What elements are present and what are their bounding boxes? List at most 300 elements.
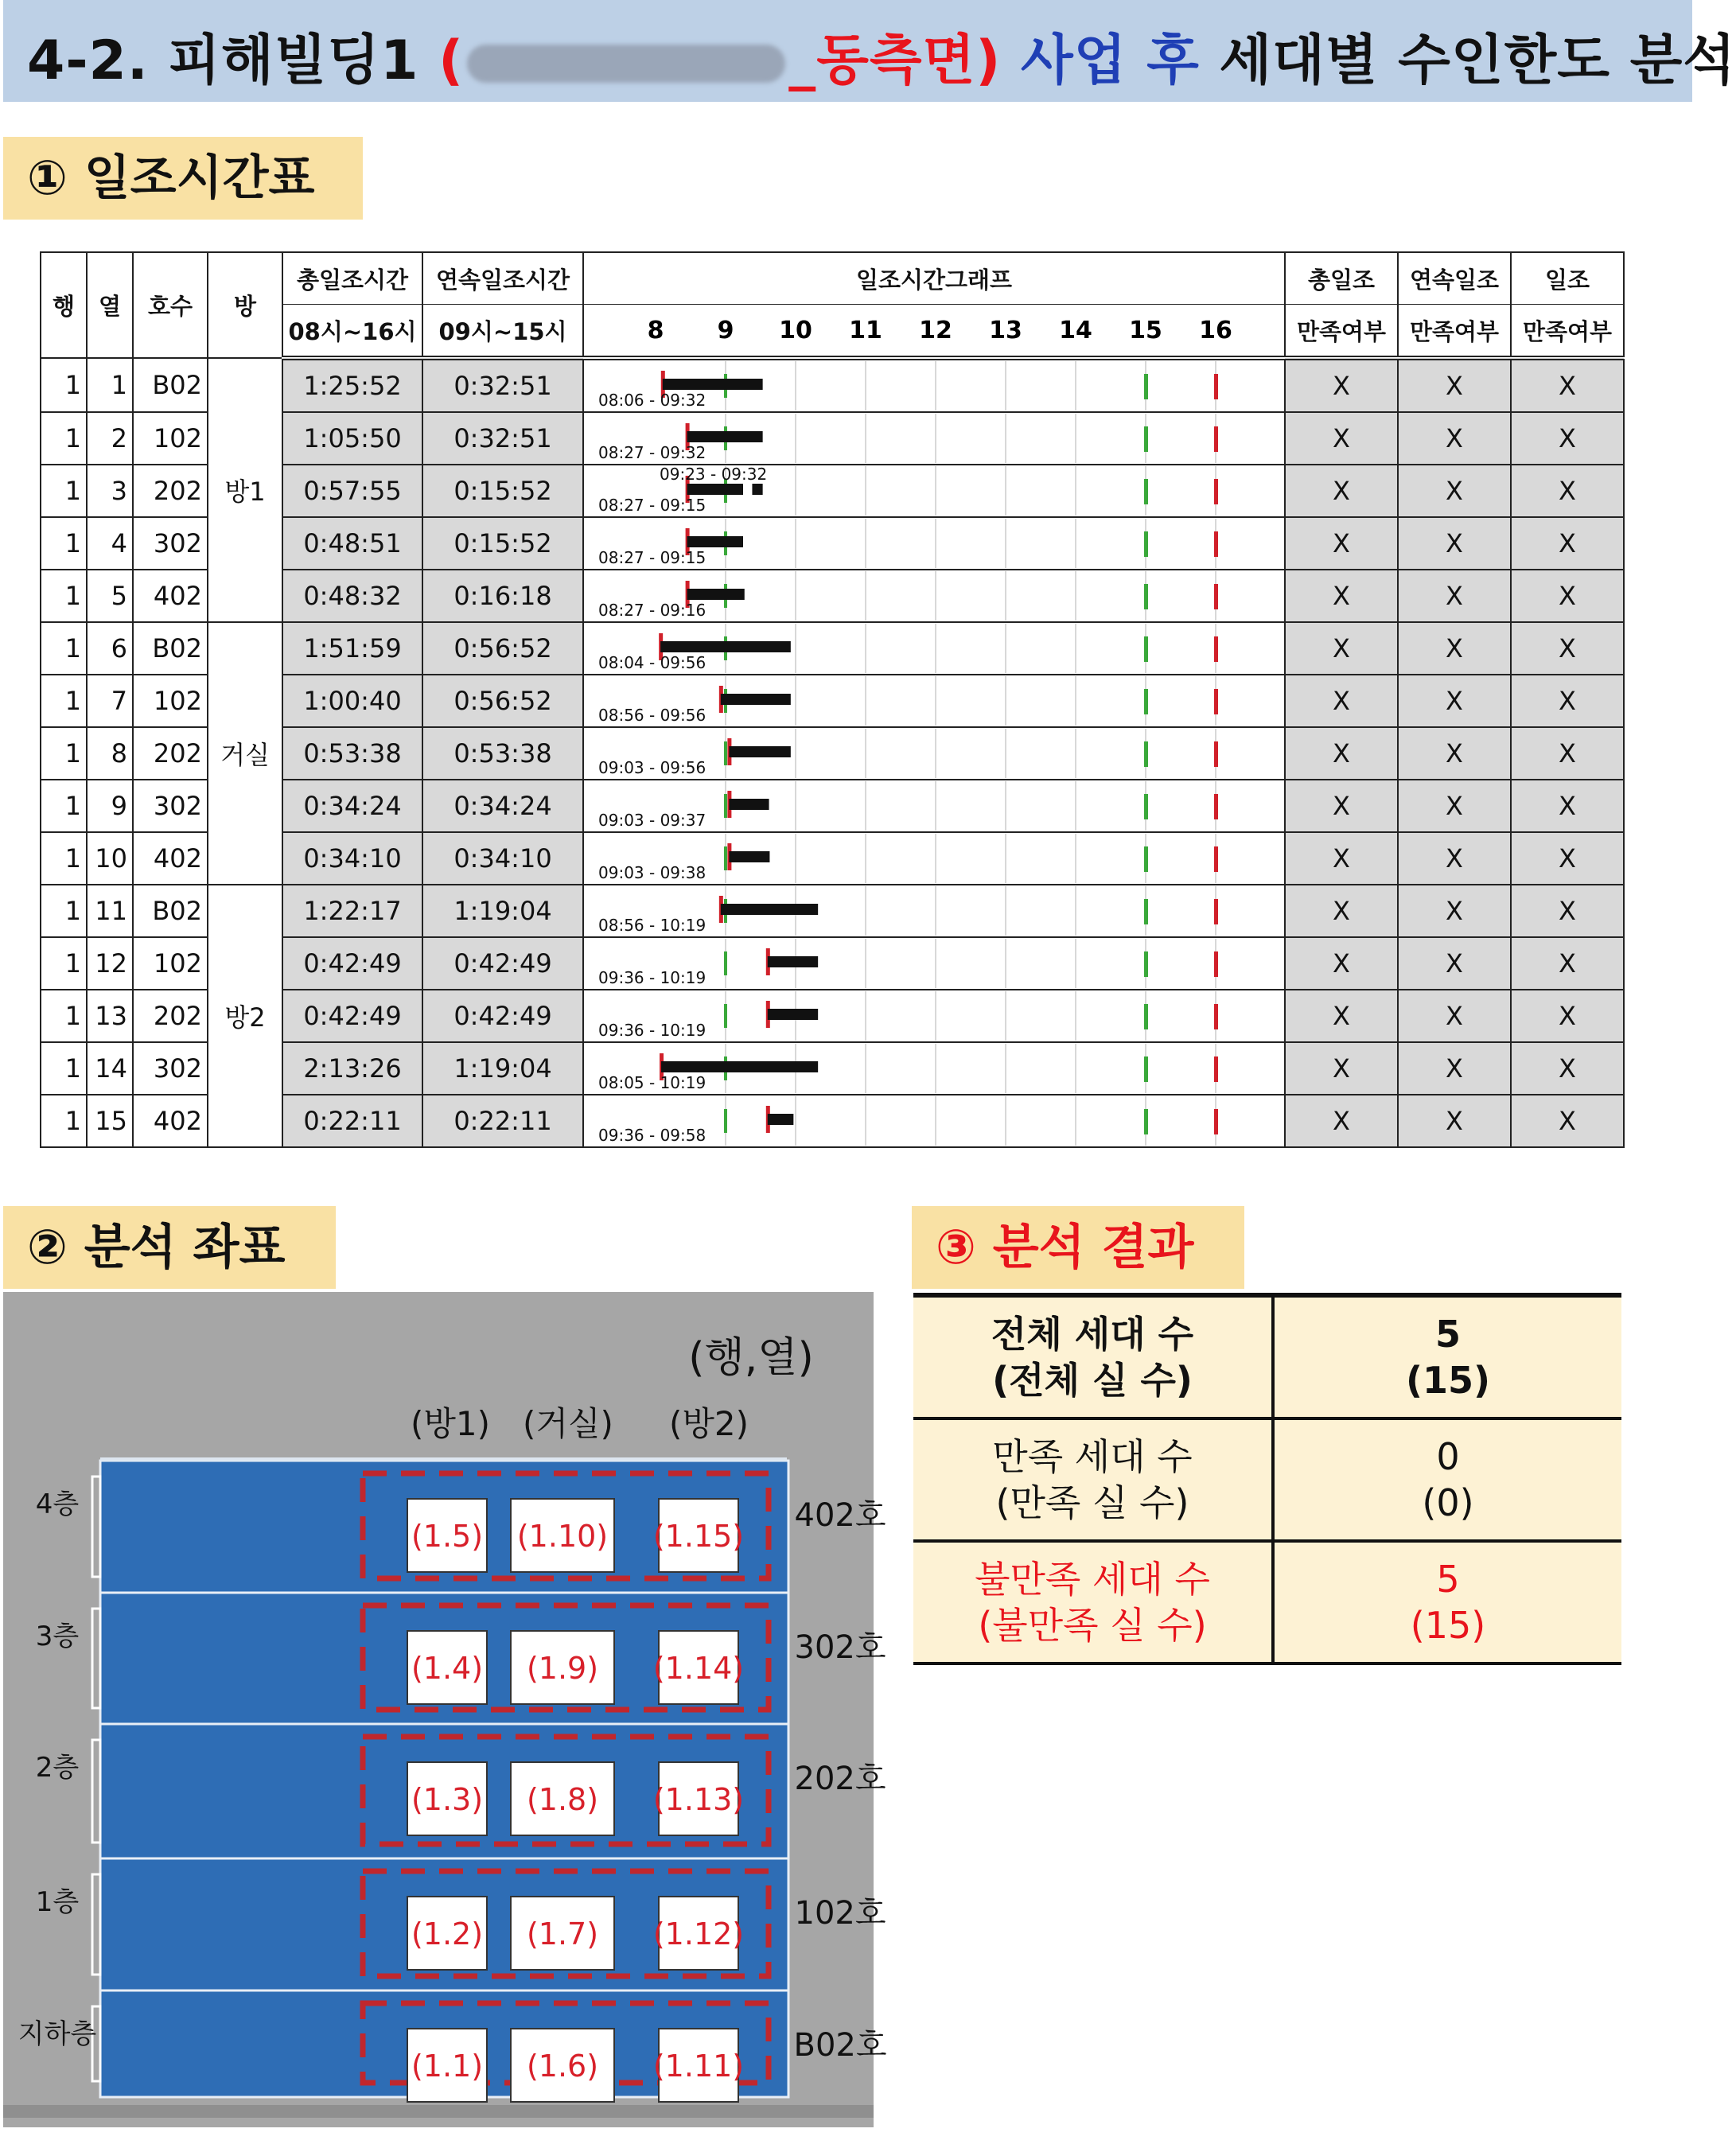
- table-row: [41, 358, 1624, 412]
- cell-unit: 402: [133, 1095, 208, 1147]
- sun-graph: [584, 886, 1284, 936]
- cell-sat: X: [1511, 990, 1624, 1042]
- cell-sat: X: [1511, 1042, 1624, 1095]
- cell-graph: [583, 412, 1285, 465]
- sunlight-table: [40, 251, 1625, 1148]
- cell-unit: 102: [133, 412, 208, 465]
- cell-cont: 0:22:11: [422, 1095, 583, 1147]
- column-label: (방1): [410, 1404, 491, 1443]
- th-sat: 일조: [1511, 252, 1624, 305]
- th-sat-total: 총일조: [1285, 252, 1398, 305]
- cell-sat: X: [1398, 412, 1511, 465]
- limit-16-marker: [1214, 1004, 1218, 1029]
- sun-bar: [687, 484, 743, 495]
- cell-unit: 302: [133, 517, 208, 570]
- interval-label: 08:56 - 10:19: [598, 916, 706, 935]
- cell-col: 5: [87, 570, 133, 622]
- wall-bracket: [92, 1874, 100, 1975]
- cell-cont: 1:19:04: [422, 885, 583, 937]
- coord-cell-label: (1.9): [526, 1651, 599, 1686]
- cell-sat: X: [1285, 517, 1398, 570]
- result-row-satisfied: [913, 1418, 1621, 1541]
- hour-tick-label: 14: [1059, 317, 1092, 344]
- interval-label: 09:36 - 10:19: [598, 1021, 706, 1040]
- cell-sat: X: [1398, 727, 1511, 780]
- result-value-1: 0: [1436, 1435, 1460, 1478]
- result-label-1: 전체 세대 수: [991, 1313, 1194, 1356]
- cell-sat: X: [1511, 885, 1624, 937]
- unit-label: 302호: [794, 1629, 886, 1666]
- limit-15-marker: [1144, 951, 1148, 977]
- limit-15-marker: [1144, 689, 1148, 714]
- sun-graph: [584, 466, 1284, 516]
- cell-sat: X: [1285, 570, 1398, 622]
- result-label-1: 만족 세대 수: [992, 1435, 1193, 1478]
- nine-marker: [724, 1109, 727, 1133]
- cell-cont: 0:53:38: [422, 727, 583, 780]
- cell-unit: 202: [133, 727, 208, 780]
- cell-col: 10: [87, 832, 133, 885]
- hour-tick-label: 11: [849, 317, 882, 344]
- cell-total: 0:48:32: [282, 570, 422, 622]
- cell-sat: X: [1285, 675, 1398, 727]
- cell-col: 1: [87, 358, 133, 412]
- cell-row: 1: [41, 885, 87, 937]
- interval-label: 09:36 - 10:19: [598, 968, 706, 987]
- cell-unit: 402: [133, 570, 208, 622]
- interval-label: 08:04 - 09:56: [598, 653, 706, 672]
- sun-graph: [584, 676, 1284, 726]
- cell-sat: X: [1285, 727, 1398, 780]
- sun-graph: [584, 1096, 1284, 1146]
- title-paren-open: (: [438, 29, 465, 92]
- coord-cell-label: (1.8): [526, 1782, 599, 1817]
- sun-bar: [721, 904, 818, 915]
- interval-label: 09:03 - 09:56: [598, 758, 706, 777]
- cell-total: 1:25:52: [282, 358, 422, 412]
- limit-15-marker: [1144, 531, 1148, 557]
- cell-graph: [583, 675, 1285, 727]
- cell-row: 1: [41, 675, 87, 727]
- cell-sat: X: [1398, 780, 1511, 832]
- cell-sat: X: [1285, 1095, 1398, 1147]
- coord-cell-label: (1.2): [411, 1916, 484, 1951]
- sun-bar: [768, 1009, 818, 1020]
- limit-15-marker: [1144, 1056, 1148, 1082]
- coord-cell-label: (1.11): [652, 2049, 745, 2084]
- nine-marker: [724, 741, 727, 765]
- limit-15-marker: [1144, 479, 1148, 504]
- cell-row: 1: [41, 1042, 87, 1095]
- cell-total: 0:53:38: [282, 727, 422, 780]
- cell-sat: X: [1398, 1095, 1511, 1147]
- cell-sat: X: [1285, 465, 1398, 517]
- coord-cell-label: (1.6): [526, 2049, 599, 2084]
- cell-graph: [583, 990, 1285, 1042]
- coord-cell-label: (1.10): [516, 1519, 609, 1554]
- hour-tick-label: 8: [647, 317, 664, 344]
- cell-total: 1:51:59: [282, 622, 422, 675]
- cell-row: 1: [41, 358, 87, 412]
- sun-bar: [768, 1114, 794, 1125]
- result-value-2: (15): [1405, 1359, 1491, 1402]
- cell-sat: X: [1398, 465, 1511, 517]
- building-diagram: [3, 1292, 887, 2127]
- sun-graph: [584, 991, 1284, 1041]
- limit-15-marker: [1144, 794, 1148, 819]
- result-value: [1273, 1418, 1621, 1541]
- cell-col: 7: [87, 675, 133, 727]
- sun-graph: [584, 624, 1284, 673]
- limit-16-marker: [1214, 951, 1218, 977]
- cell-sat: X: [1285, 358, 1398, 412]
- interval-label: 08:27 - 09:16: [598, 601, 706, 620]
- result-label: [913, 1541, 1273, 1664]
- hour-tick-label: 16: [1199, 317, 1232, 344]
- hour-tick-label: 9: [717, 317, 734, 344]
- cell-cont: 0:32:51: [422, 412, 583, 465]
- cell-sat: X: [1511, 358, 1624, 412]
- limit-15-marker: [1144, 374, 1148, 399]
- cell-cont: 1:19:04: [422, 1042, 583, 1095]
- limit-16-marker: [1214, 531, 1218, 557]
- cell-total: 1:05:50: [282, 412, 422, 465]
- cell-col: 11: [87, 885, 133, 937]
- cell-row: 1: [41, 727, 87, 780]
- cell-row: 1: [41, 412, 87, 465]
- result-row-total: [913, 1295, 1621, 1418]
- limit-15-marker: [1144, 741, 1148, 767]
- th-total-range: 08시~16시: [282, 305, 422, 359]
- cell-cont: 0:16:18: [422, 570, 583, 622]
- cell-sat: X: [1398, 622, 1511, 675]
- result-label-2: (불만족 실 수): [978, 1604, 1207, 1647]
- cell-row: 1: [41, 937, 87, 990]
- coord-cell-label: (1.15): [652, 1519, 745, 1554]
- th-cont: 연속일조시간: [422, 252, 583, 305]
- cell-sat: X: [1511, 1095, 1624, 1147]
- th-sat-2: 만족여부: [1511, 305, 1624, 359]
- cell-graph: [583, 832, 1285, 885]
- coord-cell-label: (1.14): [652, 1651, 745, 1686]
- unit-label: 102호: [794, 1895, 886, 1932]
- interval-label: 08:06 - 09:32: [598, 391, 706, 410]
- cell-room: 방2: [208, 885, 282, 1147]
- cell-row: 1: [41, 465, 87, 517]
- cell-cont: 0:15:52: [422, 517, 583, 570]
- floor-label: 2층: [35, 1752, 80, 1784]
- interval-label: 09:03 - 09:37: [598, 811, 706, 830]
- cell-sat: X: [1511, 937, 1624, 990]
- cell-col: 13: [87, 990, 133, 1042]
- limit-16-marker: [1214, 1056, 1218, 1082]
- nine-marker: [724, 1004, 727, 1028]
- sun-bar: [687, 536, 743, 547]
- coord-cell-label: (1.13): [652, 1782, 745, 1817]
- limit-15-marker: [1144, 1109, 1148, 1134]
- sun-graph: [584, 939, 1284, 988]
- interval-label: 08:27 - 09:15: [598, 548, 706, 567]
- interval-label: 08:27 - 09:32: [598, 443, 706, 462]
- interval-label: 09:03 - 09:38: [598, 863, 706, 882]
- cell-graph: [583, 358, 1285, 412]
- cell-sat: X: [1285, 937, 1398, 990]
- cell-sat: X: [1285, 1042, 1398, 1095]
- result-label: [913, 1295, 1273, 1418]
- cell-sat: X: [1398, 1042, 1511, 1095]
- cell-sat: X: [1398, 517, 1511, 570]
- limit-16-marker: [1214, 846, 1218, 872]
- hour-tick-label: 15: [1129, 317, 1162, 344]
- coord-cell-label: (1.1): [411, 2049, 484, 2084]
- limit-15-marker: [1144, 846, 1148, 872]
- cell-sat: X: [1285, 832, 1398, 885]
- cell-unit: 102: [133, 675, 208, 727]
- cell-unit: B02: [133, 885, 208, 937]
- wall-bracket: [92, 1609, 100, 1708]
- cell-sat: X: [1511, 727, 1624, 780]
- sun-bar: [687, 431, 763, 442]
- hour-tick-label: 13: [989, 317, 1022, 344]
- limit-15-marker: [1144, 1004, 1148, 1029]
- title-prefix: 4-2. 피해빌딩1: [27, 29, 439, 92]
- cell-graph: [583, 465, 1285, 517]
- cell-graph: [583, 1095, 1285, 1147]
- building-diagram-svg: [3, 1292, 887, 2127]
- th-sat-cont-2: 만족여부: [1398, 305, 1511, 359]
- cell-graph: [583, 937, 1285, 990]
- limit-16-marker: [1214, 741, 1218, 767]
- sun-graph: [584, 1044, 1284, 1093]
- cell-graph: [583, 1042, 1285, 1095]
- section-coords: ② 분석 좌표: [3, 1206, 336, 1289]
- cell-row: 1: [41, 780, 87, 832]
- page-title: [27, 18, 1736, 95]
- coord-cell-label: (1.12): [652, 1916, 745, 1951]
- sun-graph: [584, 834, 1284, 883]
- limit-16-marker: [1214, 1109, 1218, 1134]
- sun-graph: [584, 414, 1284, 463]
- limit-16-marker: [1214, 899, 1218, 924]
- cell-sat: X: [1398, 885, 1511, 937]
- cell-sat: X: [1511, 832, 1624, 885]
- coord-header: (행,열): [688, 1334, 814, 1382]
- cell-cont: 0:42:49: [422, 990, 583, 1042]
- cell-unit: B02: [133, 622, 208, 675]
- cell-col: 3: [87, 465, 133, 517]
- cell-unit: 302: [133, 1042, 208, 1095]
- sun-bar: [729, 851, 769, 862]
- table-row: [41, 622, 1624, 675]
- sun-bar: [660, 641, 791, 652]
- cell-sat: X: [1285, 990, 1398, 1042]
- cell-room: 방1: [208, 358, 282, 622]
- cell-unit: 102: [133, 937, 208, 990]
- cell-sat: X: [1511, 465, 1624, 517]
- cell-col: 14: [87, 1042, 133, 1095]
- cell-cont: 0:32:51: [422, 358, 583, 412]
- cell-col: 4: [87, 517, 133, 570]
- cell-cont: 0:34:24: [422, 780, 583, 832]
- cell-total: 0:42:49: [282, 937, 422, 990]
- limit-15-marker: [1144, 584, 1148, 609]
- th-row: 행: [41, 252, 87, 358]
- sun-bar: [729, 799, 769, 810]
- redacted-text: [467, 45, 785, 83]
- result-label-1: 불만족 세대 수: [975, 1558, 1210, 1601]
- th-cont-range: 09시~15시: [422, 305, 583, 359]
- table-row: [41, 885, 1624, 937]
- unit-label: B02호: [793, 2027, 887, 2064]
- cell-graph: [583, 727, 1285, 780]
- cell-total: 1:22:17: [282, 885, 422, 937]
- sun-graph: [584, 571, 1284, 621]
- sun-bar: [768, 956, 818, 967]
- limit-16-marker: [1214, 426, 1218, 452]
- unit-label: 202호: [794, 1761, 886, 1797]
- cell-sat: X: [1398, 990, 1511, 1042]
- result-value-2: (0): [1422, 1481, 1474, 1524]
- nine-marker: [724, 794, 727, 818]
- cell-col: 2: [87, 412, 133, 465]
- wall-bracket: [92, 1477, 100, 1577]
- limit-16-marker: [1214, 689, 1218, 714]
- limit-15-marker: [1144, 636, 1148, 662]
- result-value-1: 5: [1434, 1313, 1461, 1356]
- cell-sat: X: [1285, 780, 1398, 832]
- cell-total: 0:34:10: [282, 832, 422, 885]
- ground-line: [3, 2105, 874, 2118]
- section-sunlight-table: ① 일조시간표: [3, 137, 363, 220]
- nine-marker: [724, 846, 727, 870]
- floor-label: 3층: [35, 1621, 80, 1652]
- th-hours: [583, 305, 1285, 359]
- th-total: 총일조시간: [282, 252, 422, 305]
- sun-bar: [661, 1061, 818, 1072]
- sun-bar: [663, 379, 763, 390]
- cell-unit: 302: [133, 780, 208, 832]
- unit-label: 402호: [794, 1497, 886, 1534]
- cell-row: 1: [41, 832, 87, 885]
- cell-graph: [583, 780, 1285, 832]
- cell-sat: X: [1285, 622, 1398, 675]
- sun-bar: [752, 484, 762, 495]
- cell-sat: X: [1398, 358, 1511, 412]
- coord-cell-label: (1.5): [411, 1519, 484, 1554]
- nine-marker: [724, 951, 727, 975]
- coord-cell-label: (1.4): [411, 1651, 484, 1686]
- result-row-unsatisfied: [913, 1541, 1621, 1664]
- title-rest: 세대별 수인한도 분석: [1199, 29, 1736, 92]
- limit-15-marker: [1144, 899, 1148, 924]
- cell-cont: 0:34:10: [422, 832, 583, 885]
- cell-unit: 202: [133, 465, 208, 517]
- th-sat-total-2: 만족여부: [1285, 305, 1398, 359]
- cell-total: 0:42:49: [282, 990, 422, 1042]
- result-value-2: (15): [1410, 1604, 1486, 1647]
- title-paren-rest: _동측면): [788, 29, 1002, 92]
- cell-cont: 0:15:52: [422, 465, 583, 517]
- cell-sat: X: [1285, 885, 1398, 937]
- limit-16-marker: [1214, 636, 1218, 662]
- limit-16-marker: [1214, 479, 1218, 504]
- result-table: [913, 1293, 1621, 1665]
- cell-room: 거실: [208, 622, 282, 885]
- limit-16-marker: [1214, 584, 1218, 609]
- sun-bar: [721, 694, 791, 705]
- floor-label: 1층: [35, 1886, 80, 1918]
- sunlight-table-body: [41, 358, 1624, 1147]
- sun-graph: [584, 361, 1284, 411]
- cell-sat: X: [1511, 675, 1624, 727]
- th-room: 방: [208, 252, 282, 358]
- cell-sat: X: [1511, 570, 1624, 622]
- cell-cont: 0:42:49: [422, 937, 583, 990]
- cell-sat: X: [1398, 832, 1511, 885]
- result-value: [1273, 1541, 1621, 1664]
- hour-tick-label: 10: [779, 317, 812, 344]
- cell-col: 6: [87, 622, 133, 675]
- cell-sat: X: [1511, 622, 1624, 675]
- cell-sat: X: [1285, 412, 1398, 465]
- interval-label-2: 09:23 - 09:32: [660, 465, 768, 484]
- sun-graph: [584, 729, 1284, 778]
- cell-total: 1:00:40: [282, 675, 422, 727]
- interval-label: 08:56 - 09:56: [598, 706, 706, 725]
- result-value-1: 5: [1436, 1558, 1460, 1601]
- sun-bar: [729, 746, 790, 757]
- title-after: 사업 후: [1001, 29, 1200, 92]
- cell-col: 12: [87, 937, 133, 990]
- cell-graph: [583, 517, 1285, 570]
- result-label-2: (만족 실 수): [995, 1481, 1189, 1524]
- cell-total: 2:13:26: [282, 1042, 422, 1095]
- cell-row: 1: [41, 622, 87, 675]
- cell-sat: X: [1511, 412, 1624, 465]
- cell-cont: 0:56:52: [422, 675, 583, 727]
- floor-label: 지하층: [18, 2018, 97, 2050]
- cell-col: 15: [87, 1095, 133, 1147]
- th-graph: 일조시간그래프: [583, 252, 1285, 305]
- result-label-2: (전체 실 수): [992, 1359, 1193, 1402]
- cell-unit: B02: [133, 358, 208, 412]
- column-label: (방2): [668, 1404, 749, 1443]
- th-sat-cont: 연속일조: [1398, 252, 1511, 305]
- cell-row: 1: [41, 570, 87, 622]
- cell-sat: X: [1398, 937, 1511, 990]
- floor-label: 4층: [35, 1488, 80, 1520]
- cell-cont: 0:56:52: [422, 622, 583, 675]
- cell-total: 0:22:11: [282, 1095, 422, 1147]
- limit-16-marker: [1214, 374, 1218, 399]
- hour-axis: [584, 306, 1284, 354]
- result-label: [913, 1418, 1273, 1541]
- cell-total: 0:34:24: [282, 780, 422, 832]
- interval-label: 09:36 - 09:58: [598, 1126, 706, 1145]
- cell-total: 0:57:55: [282, 465, 422, 517]
- cell-sat: X: [1398, 675, 1511, 727]
- cell-sat: X: [1511, 517, 1624, 570]
- section-result: ③ 분석 결과: [912, 1206, 1244, 1289]
- cell-col: 8: [87, 727, 133, 780]
- wall-bracket: [92, 1740, 100, 1843]
- th-col: 열: [87, 252, 133, 358]
- sun-graph: [584, 781, 1284, 831]
- coord-cell-label: (1.7): [526, 1916, 599, 1951]
- cell-sat: X: [1398, 570, 1511, 622]
- sun-graph: [584, 519, 1284, 568]
- result-value: [1273, 1295, 1621, 1418]
